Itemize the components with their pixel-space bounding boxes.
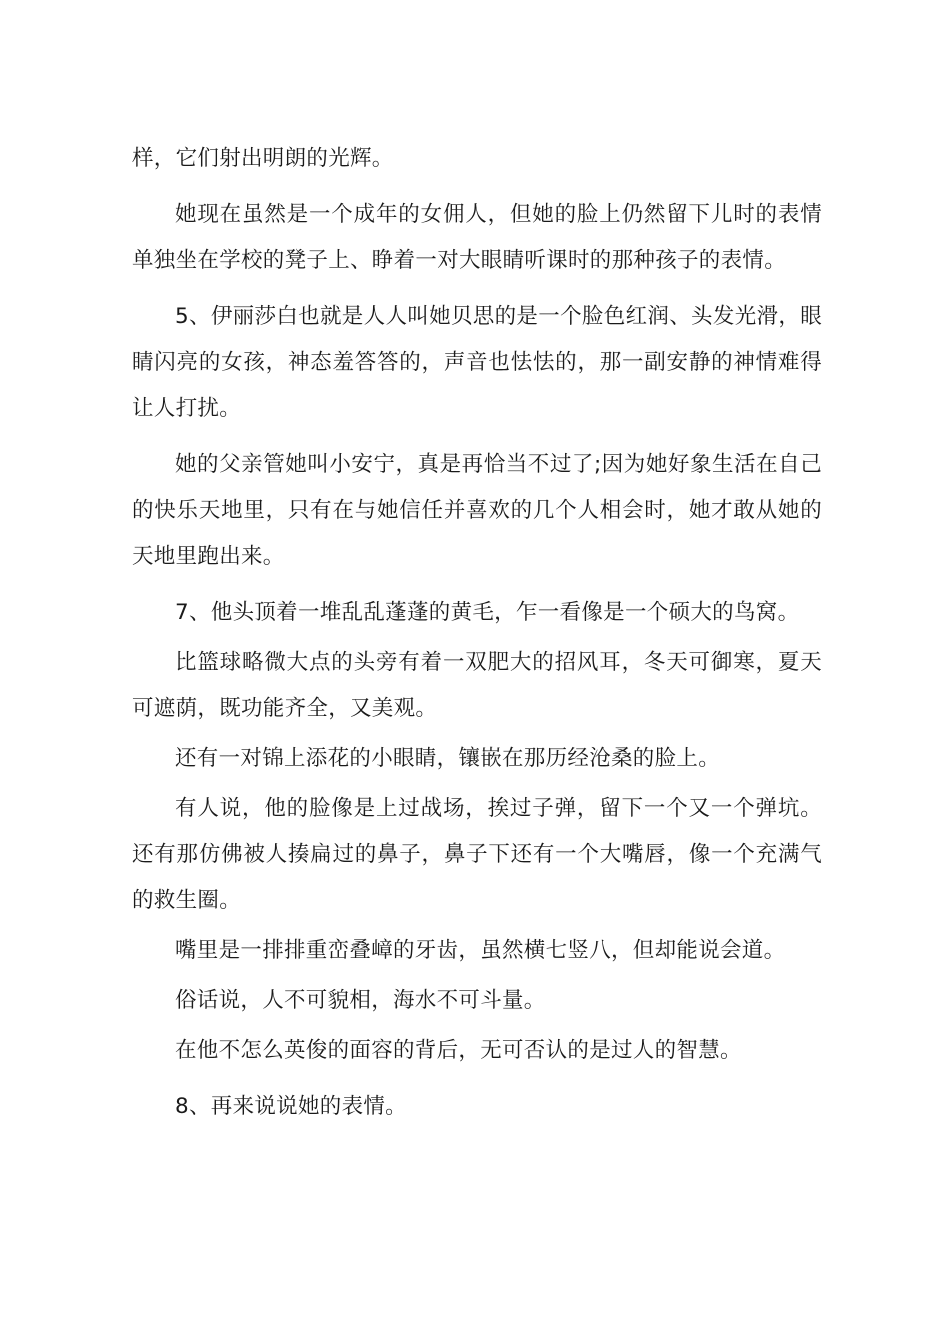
paragraph-8: 有人说，他的脸像是上过战场，挨过子弹，留下一个又一个弹坑。还有那仿佛被人揍扁过的鼻子，鼻子下还有一个大嘴唇，像一个充满气的救生圈。 — [132, 796, 822, 913]
paragraph-2: 她现在虽然是一个成年的女佣人，但她的脸上仍然留下儿时的表情单独坐在学校的凳子上、睁着一对大眼睛听课时的那种孩子的表情。 — [132, 202, 822, 273]
paragraph-4: 她的父亲管她叫小安宁，真是再恰当不过了;因为她好象生活在自己的快乐天地里，只有在与她信任并喜欢的几个人相会时，她才敢从她的天地里跑出来。 — [132, 452, 822, 569]
paragraph-3: 5、伊丽莎白也就是人人叫她贝思的是一个脸色红润、头发光滑，眼睛闪亮的女孩，神态羞答答的，声音也怯怯的，那一副安静的神情难得让人打扰。 — [132, 304, 822, 421]
paragraph-10: 俗话说，人不可貌相，海水不可斗量。 — [175, 988, 546, 1013]
document-body — [132, 136, 822, 1134]
paragraph-5: 7、他头顶着一堆乱乱蓬蓬的黄毛，乍一看像是一个硕大的鸟窝。 — [175, 600, 800, 625]
paragraph-7: 还有一对锦上添花的小眼睛，镶嵌在那历经沧桑的脸上。 — [175, 746, 721, 771]
paragraph-1: 样，它们射出明朗的光辉。 — [132, 146, 394, 171]
paragraph-11: 在他不怎么英俊的面容的背后，无可否认的是过人的智慧。 — [175, 1038, 742, 1063]
paragraph-12: 8、再来说说她的表情。 — [175, 1094, 407, 1119]
paragraph-9: 嘴里是一排排重峦叠嶂的牙齿，虽然横七竖八，但却能说会道。 — [175, 938, 786, 963]
paragraph-6: 比篮球略微大点的头旁有着一双肥大的招风耳，冬天可御寒，夏天可遮荫，既功能齐全，又美观。 — [132, 650, 822, 721]
